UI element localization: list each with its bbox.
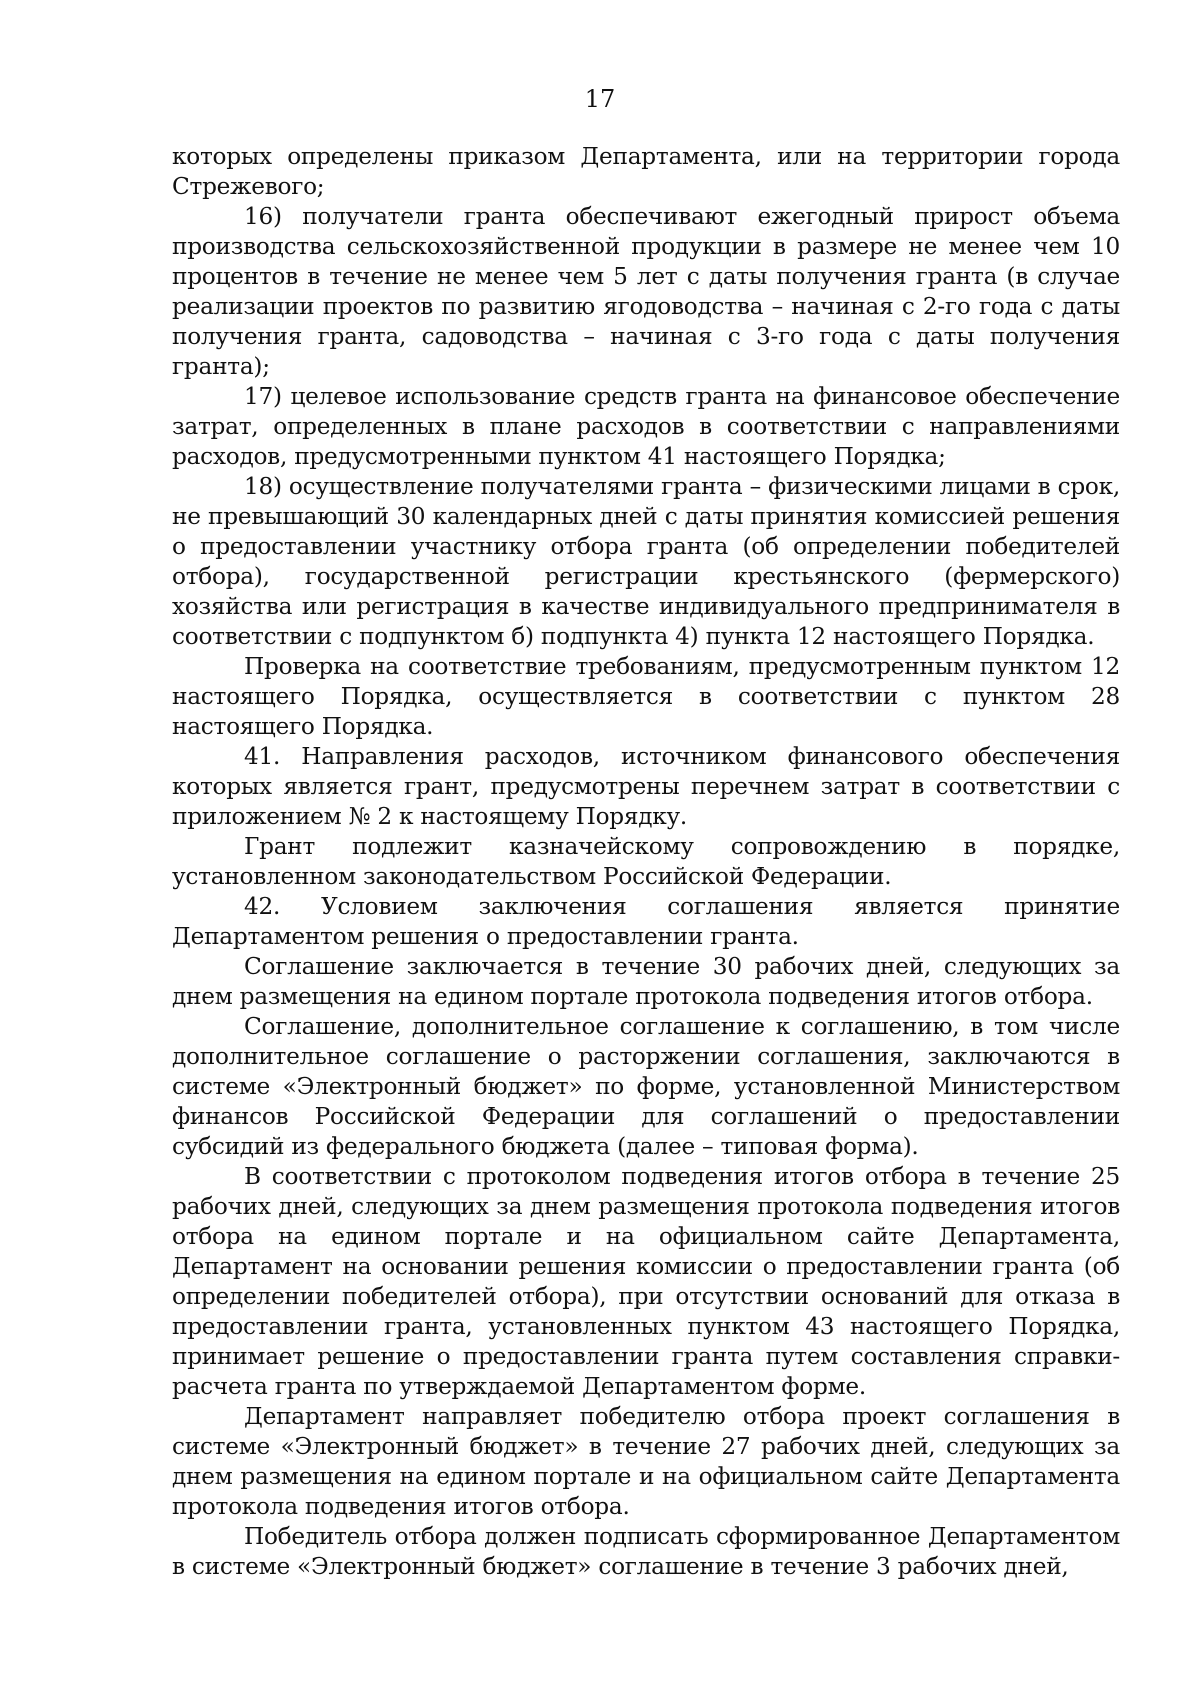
paragraph: В соответствии с протоколом подведения итогов отбора в течение 25 рабочих дней, следующих за днем размещения протокола подведения итогов отбора на едином портале и на официальном сайте Департамента, Департамент на основании решения комиссии о предоставлении гранта (об определении победителей отбора), при отсутствии оснований для отказа в предоставлении гранта, установленных пунктом 43 настоящего Порядка, принимает решение о предоставлении гранта путем составления справки-расчета гранта по утверждаемой Департаментом форме. (172, 1163, 1120, 1400)
paragraph: Проверка на соответствие требованиям, предусмотренным пунктом 12 настоящего Порядка, осуществляется в соответствии с пунктом 28 настоящего Порядка. (172, 653, 1120, 740)
paragraph: 41. Направления расходов, источником финансового обеспечения которых является грант, предусмотрены перечнем затрат в соответствии с приложением № 2 к настоящему Порядку. (172, 743, 1120, 830)
paragraph: 17) целевое использование средств гранта на финансовое обеспечение затрат, определенных в плане расходов в соответствии с направлениями расходов, предусмотренными пунктом 41 настоящего Порядка; (172, 383, 1120, 470)
document-body (172, 142, 1120, 1582)
paragraph: 18) осуществление получателями гранта – физическими лицами в срок, не превышающий 30 календарных дней с даты принятия комиссией решения о предоставлении участнику отбора гранта (об определении победителей отбора), государственной регистрации крестьянского (фермерского) хозяйства или регистрация в качестве индивидуального предпринимателя в соответствии с подпунктом б) подпункта 4) пункта 12 настоящего Порядка. (172, 473, 1120, 650)
paragraph: Победитель отбора должен подписать сформированное Департаментом в системе «Электронный бюджет» соглашение в течение 3 рабочих дней, (172, 1523, 1120, 1580)
paragraph: Соглашение заключается в течение 30 рабочих дней, следующих за днем размещения на едином портале протокола подведения итогов отбора. (172, 953, 1120, 1010)
paragraph: которых определены приказом Департамента, или на территории города Стрежевого; (172, 143, 1120, 200)
paragraph: 16) получатели гранта обеспечивают ежегодный прирост объема производства сельскохозяйственной продукции в размере не менее чем 10 процентов в течение не менее чем 5 лет с даты получения гранта (в случае реализации проектов по развитию ягодоводства – начиная с 2-го года с даты получения гранта, садоводства – начиная с 3-го года с даты получения гранта); (172, 203, 1120, 380)
paragraph: 42. Условием заключения соглашения является принятие Департаментом решения о предоставлении гранта. (172, 893, 1120, 950)
paragraph: Соглашение, дополнительное соглашение к соглашению, в том числе дополнительное соглашение о расторжении соглашения, заключаются в системе «Электронный бюджет» по форме, установленной Министерством финансов Российской Федерации для соглашений о предоставлении субсидий из федерального бюджета (далее – типовая форма). (172, 1013, 1120, 1160)
paragraph: Грант подлежит казначейскому сопровождению в порядке, установленном законодательством Российской Федерации. (172, 833, 1120, 890)
page-number: 17 (584, 85, 616, 113)
paragraph: Департамент направляет победителю отбора проект соглашения в системе «Электронный бюджет» в течение 27 рабочих дней, следующих за днем размещения на едином портале и на официальном сайте Департамента протокола подведения итогов отбора. (172, 1403, 1120, 1520)
